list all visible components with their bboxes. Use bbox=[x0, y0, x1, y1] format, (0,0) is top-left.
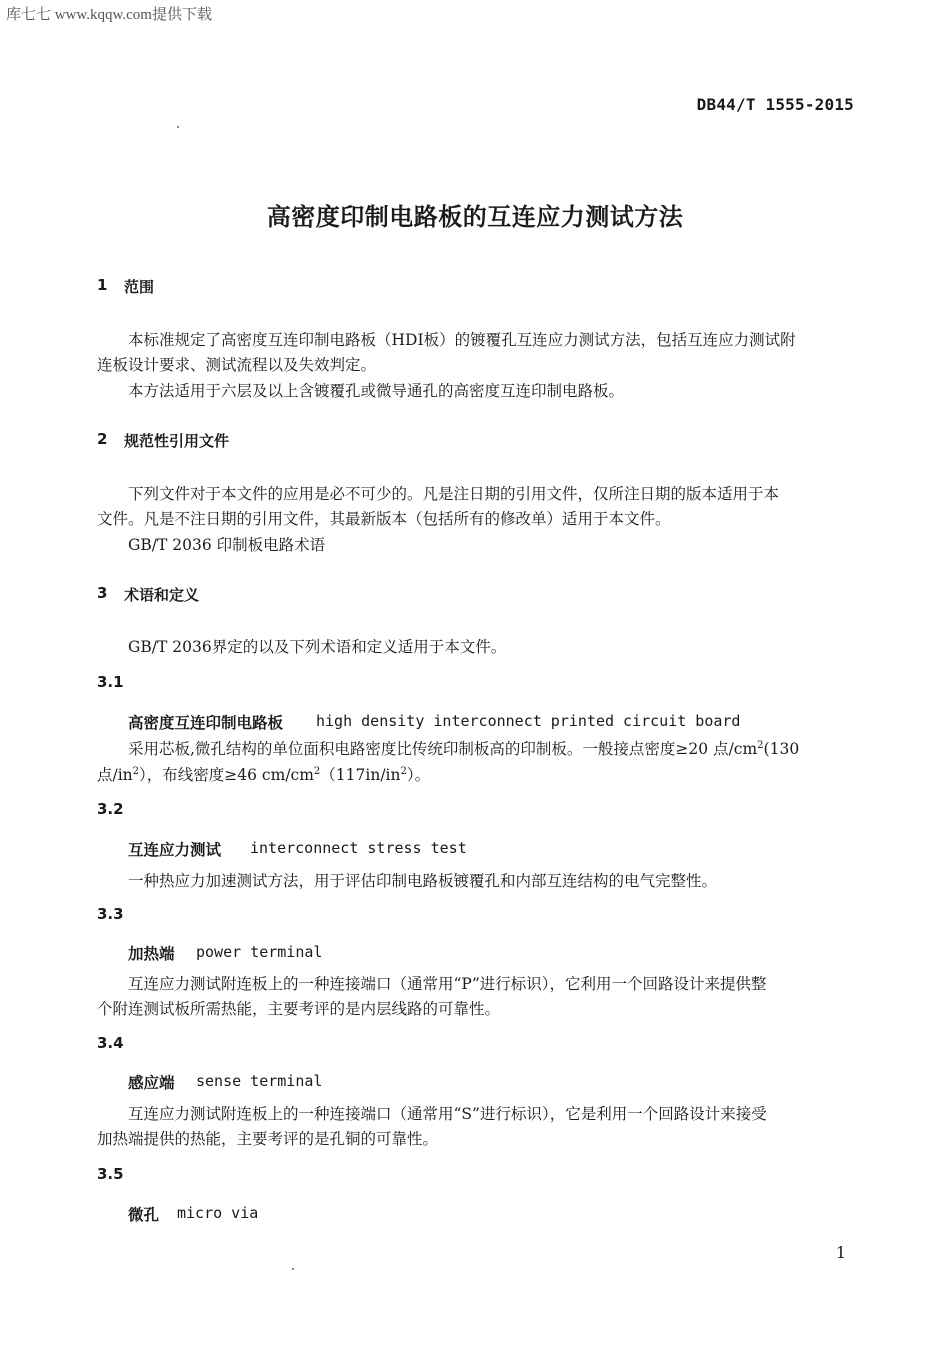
term-3-2-english: interconnect stress test bbox=[250, 839, 467, 857]
scan-speck bbox=[292, 1268, 294, 1270]
term-3-3-definition-line-2: 个附连测试板所需热能，主要考评的是内层线路的可靠性。 bbox=[97, 1000, 501, 1018]
term-3-4-definition-line-2: 加热端提供的热能，主要考评的是孔铜的可靠性。 bbox=[97, 1130, 439, 1148]
term-3-5-chinese: 微孔 bbox=[128, 1206, 160, 1224]
term-3-1-definition-line-1: 采用芯板,微孔结构的单位面积电路密度比传统印制板高的印制板。一般接点密度≥20 点$/cm^2(130$ bbox=[128, 739, 800, 758]
term-3-3-chinese: 加热端 bbox=[128, 945, 175, 963]
term-3-1-number: 3.1 bbox=[97, 673, 124, 691]
term-3-1-english: high density interconnect printed circuit board bbox=[316, 712, 741, 730]
watermark-text: 库七七 www.kqqw.com提供下载 bbox=[6, 7, 212, 23]
section-3-number: 3 bbox=[97, 584, 108, 602]
reference-gbt-2036: GB/T 2036 印制板电路术语 bbox=[128, 536, 326, 554]
term-3-1-definition-line-2: 点$/in^2$），布线密度≥46 $cm/cm^2(117in/in^2)$。 bbox=[97, 765, 431, 784]
term-3-5-english: micro via bbox=[177, 1204, 259, 1222]
section-3-intro: GB/T 2036界定的以及下列术语和定义适用于本文件。 bbox=[128, 638, 507, 656]
section-2-para-line-1: 下列文件对于本文件的应用是必不可少的。凡是注日期的引用文件，仅所注日期的版本适用于本 bbox=[128, 485, 780, 503]
term-3-2-definition: 一种热应力加速测试方法，用于评估印制电路板镀覆孔和内部互连结构的电气完整性。 bbox=[128, 872, 718, 890]
section-2-number: 2 bbox=[97, 430, 108, 448]
term-3-3-definition-line-1: 互连应力测试附连板上的一种连接端口（通常用“P”进行标识），它利用一个回路设计来提供整 bbox=[128, 975, 767, 993]
section-1-title: 范围 bbox=[124, 278, 155, 296]
section-1-para-1-line-2: 连板设计要求、测试流程以及失效判定。 bbox=[97, 356, 377, 374]
term-3-5-number: 3.5 bbox=[97, 1165, 124, 1183]
page-number: 1 bbox=[835, 1243, 846, 1262]
section-3-title: 术语和定义 bbox=[124, 586, 200, 604]
term-3-4-english: sense terminal bbox=[196, 1072, 323, 1090]
term-3-4-definition-line-1: 互连应力测试附连板上的一种连接端口（通常用“S”进行标识），它是利用一个回路设计来接受 bbox=[128, 1105, 767, 1123]
section-1-para-2: 本方法适用于六层及以上含镀覆孔或微导通孔的高密度互连印制电路板。 bbox=[128, 382, 625, 400]
section-2-title: 规范性引用文件 bbox=[124, 432, 230, 450]
section-1-number: 1 bbox=[97, 276, 108, 294]
page-title: 高密度印制电路板的互连应力测试方法 bbox=[266, 203, 684, 231]
term-3-2-chinese: 互连应力测试 bbox=[128, 841, 222, 859]
section-2-para-line-2: 文件。凡是不注日期的引用文件，其最新版本（包括所有的修改单）适用于本文件。 bbox=[97, 510, 671, 528]
term-3-2-number: 3.2 bbox=[97, 800, 124, 818]
section-1-para-1-line-1: 本标准规定了高密度互连印制电路板（HDI板）的镀覆孔互连应力测试方法，包括互连应力测试附 bbox=[128, 331, 796, 349]
term-3-3-number: 3.3 bbox=[97, 905, 124, 923]
term-3-3-english: power terminal bbox=[196, 943, 323, 961]
term-3-4-chinese: 感应端 bbox=[128, 1074, 175, 1092]
document-number: DB44/T 1555-2015 bbox=[696, 95, 854, 114]
term-3-1-chinese: 高密度互连印制电路板 bbox=[128, 714, 284, 732]
scan-speck bbox=[177, 126, 179, 128]
term-3-4-number: 3.4 bbox=[97, 1034, 124, 1052]
